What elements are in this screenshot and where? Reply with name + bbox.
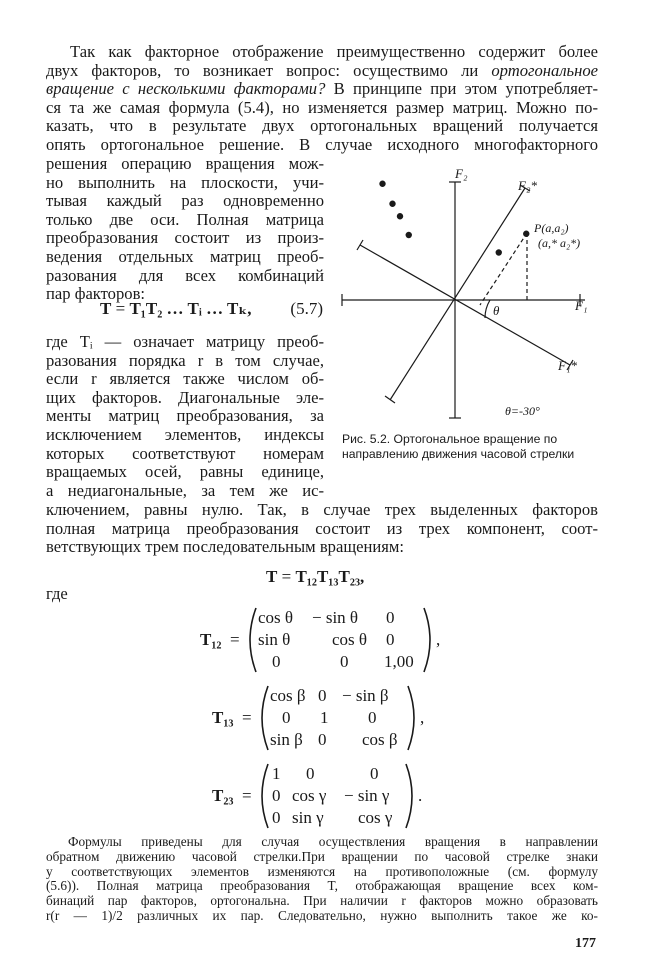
matrix-label: T₁₃	[212, 708, 234, 727]
equals-sign: =	[230, 630, 240, 649]
matrix-cell: 1	[320, 708, 329, 727]
text-line: которых соответствуют номерам	[46, 443, 324, 463]
matrix-cell: 0	[318, 730, 327, 749]
rotation-diagram	[330, 160, 610, 430]
text-line: тывая каждый раз одновременно	[46, 191, 324, 211]
matrix-cell: 1,00	[384, 652, 414, 671]
text-line: казать, что в результате двух ортогональных вращений получается	[46, 116, 598, 136]
figure-5-2	[330, 160, 610, 430]
matrix-cell: 1	[272, 764, 281, 783]
footnote	[46, 835, 598, 924]
matrix-t12	[200, 604, 450, 676]
text-line: опять ортогональное решение. В случае исходного многофакторного	[46, 134, 598, 154]
matrix-label: T₂₃	[212, 786, 234, 805]
f1-rot-tick	[357, 240, 363, 250]
text-line: ключением, равны нулю. Так, в случае трех выделенных факторов	[46, 500, 598, 519]
data-point	[523, 231, 529, 237]
text-line: но выполнить на плоскости, учи-	[46, 172, 324, 192]
where-word: где	[46, 584, 68, 603]
figure-caption: Рис. 5.2. Ортогональное вращение по направлению движения часовой стрелки	[342, 432, 575, 461]
matrix-tail: ,	[420, 708, 425, 727]
f2-rot-label: F₂*	[518, 178, 537, 193]
text-line: исключением элементов, индексы	[46, 424, 324, 444]
text-line: вращение с несколькими факторами? В принципе при этом употребляет-	[46, 79, 598, 99]
matrix-cell: sin β	[270, 730, 303, 749]
matrix-cell: 0	[386, 630, 395, 649]
matrix-cell: cos θ	[258, 608, 294, 627]
point-rot-label: (a,* a₂*)	[538, 236, 581, 250]
matrix-cell: 0	[370, 764, 379, 783]
text-line: Формулы приведены для случая осуществления вращения в направлении	[68, 834, 598, 849]
equation-number: (5.7)	[290, 299, 323, 318]
matrix-cell: 0	[318, 686, 327, 705]
equals-sign: =	[242, 708, 252, 727]
data-point	[406, 232, 412, 238]
text-line: обратном движению часовой стрелки.При вращении по часовой стрелке знаки	[46, 848, 598, 864]
matrix-cell: cos γ	[358, 808, 393, 827]
matrix-cell: sin γ	[292, 808, 324, 827]
f1-label: F₁	[575, 298, 588, 313]
text-line: только две оси. Полная матрица	[46, 209, 324, 229]
left-column-text	[46, 155, 324, 304]
matrix-cell: cos γ	[292, 786, 327, 805]
matrix-t23	[212, 760, 432, 832]
equation-5-7: T = T₁T₂ … Tᵢ … Tₖ, (5.7)	[100, 299, 323, 318]
f2-rot-axis	[390, 188, 525, 400]
f1-rot-label: F₁*	[558, 358, 577, 373]
data-point	[389, 201, 395, 207]
text-line: двух факторов, то возникает вопрос: осуществимо ли ортогональное	[46, 60, 598, 80]
matrix-cell: − sin β	[342, 686, 389, 705]
text-line: пар факторов:	[46, 284, 146, 304]
projection-line	[480, 233, 527, 305]
matrix-cell: 0	[272, 652, 281, 671]
matrix-tail: .	[418, 786, 423, 805]
text-line: разования порядка r в том случае,	[46, 350, 324, 370]
text-line: если r является также числом об-	[46, 369, 324, 389]
equals-sign: =	[242, 786, 252, 805]
matrix-cell: − sin θ	[312, 608, 359, 627]
matrix-cell: 0	[340, 652, 349, 671]
matrix-cell: cos β	[362, 730, 398, 749]
matrix-cell: 0	[272, 808, 281, 827]
left-column-text-2	[46, 333, 324, 500]
matrix-cell: sin θ	[258, 630, 291, 649]
angle-label: θ=-30°	[505, 404, 540, 418]
matrix-cell: 0	[306, 764, 315, 783]
text-line: ся та же самая формула (5.4), но изменяется размер матриц. Можно по-	[46, 97, 598, 117]
f2-rot-tick	[385, 396, 395, 403]
point-label: P(a,a₂)	[534, 221, 569, 235]
text-line: вращаемых осей, равны единице,	[46, 462, 324, 482]
paragraph-1	[46, 43, 598, 155]
text-line: Так как факторное отображение преимущественно содержит более	[70, 42, 598, 61]
f2-label: F₂	[455, 166, 468, 181]
text-line: решения операцию вращения мож-	[46, 154, 324, 173]
text-line: преобразования состоит из произ-	[46, 228, 324, 248]
equation-t-product: T = T₁₂T₁₃T₂₃,	[266, 567, 365, 586]
matrix-tail: ,	[436, 630, 441, 649]
text-line: разования для всех комбинаций	[46, 265, 324, 285]
matrix-cell: cos β	[270, 686, 306, 705]
paragraph-2	[46, 501, 598, 557]
data-point	[379, 181, 385, 187]
f1-rot-axis	[360, 245, 570, 365]
matrix-cell: 0	[272, 786, 281, 805]
matrix-cell: − sin γ	[344, 786, 390, 805]
page-number: 177	[575, 936, 596, 951]
text-line: у соответствующих элементов изменяются на противоположные (см. формулу	[46, 863, 598, 879]
matrix-cell: 0	[386, 608, 395, 627]
text-line: полная матрица преобразования состоит из трех компонент, соот-	[46, 518, 598, 538]
matrix-cell: cos θ	[332, 630, 368, 649]
text-line: ветствующих трем последовательным вращениям:	[46, 537, 404, 557]
text-line: r(r — 1)/2 различных их пар. Следовательно, нужно выполнить такое же ко-	[46, 907, 598, 923]
text-line: щих факторов. Диагональные эле-	[46, 387, 324, 407]
matrix-t13	[212, 682, 432, 754]
text-line: ведения отдельных матриц преоб-	[46, 246, 324, 266]
text-line: менты матриц преобразования, за	[46, 406, 324, 426]
matrix-cell: 0	[282, 708, 291, 727]
text-line: а недиагональные, за тем же ис-	[46, 480, 324, 500]
text-line: бинаций пар факторов, ортогональна. При наличии r факторов можно образовать	[46, 893, 598, 909]
matrix-label: T₁₂	[200, 630, 222, 649]
matrix-cell: 0	[368, 708, 377, 727]
data-point	[397, 213, 403, 219]
theta-label: θ	[493, 303, 500, 318]
theta-arc	[485, 300, 490, 318]
text-line: (5.6)). Полная матрица преобразования T, отображающая вращение всех ком-	[46, 878, 598, 894]
data-point	[496, 249, 502, 255]
text-line: где Tᵢ — означает матрицу преоб-	[46, 332, 324, 351]
